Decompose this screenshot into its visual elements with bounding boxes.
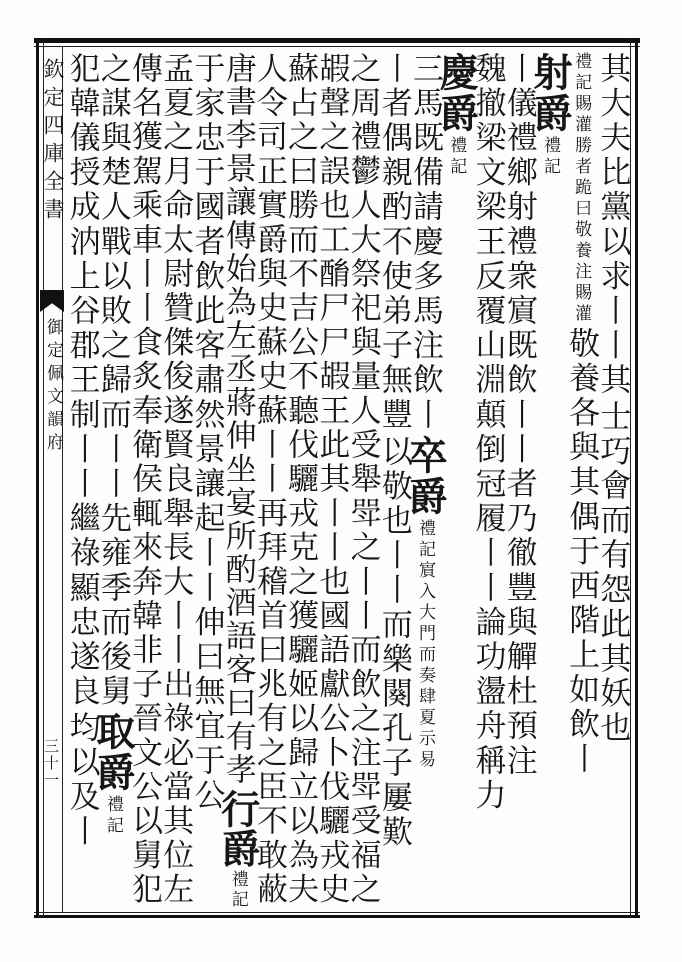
column-text: 人令司正實爵與史蘇史蘇丨丨再拜稽首曰兆有之臣不敢蔽 <box>250 52 287 907</box>
column-text: 之周禮鬱人大祭祀與量人受舉斝之丨丨而飲之注斝受福之 <box>344 52 381 907</box>
source-citation: 禮記 <box>539 136 560 178</box>
source-citation: 禮記 <box>227 870 248 911</box>
text-column <box>89 52 136 912</box>
entry-headword: 慶爵 <box>433 52 480 134</box>
column-text: 丨者偶親酌不使弟子無豐 <box>375 52 412 433</box>
frame-top-border <box>34 38 640 47</box>
column-text: 士巧會而有怨此其妖也 <box>594 400 631 746</box>
text-column <box>526 52 573 912</box>
text-column <box>158 52 192 912</box>
text-column <box>65 52 99 912</box>
text-column <box>402 52 449 912</box>
text-column <box>190 52 224 912</box>
column-text: 均以及丨 <box>63 711 100 850</box>
column-text: 之謀與楚人戰以敗之歸而丨丨先雍季而後舅 <box>94 52 131 710</box>
text-column <box>314 52 348 912</box>
column-text: 丨儀禮鄉射禮衆賔既飲丨丨者乃徹豐與觶杜預注 <box>500 52 537 779</box>
frame-right-border <box>630 38 638 918</box>
column-text: 傳名獲駕乘車丨丨食炙奉衛侯輒來奔韓非子晉文公以舅犯 <box>126 52 163 907</box>
text-column <box>595 52 629 912</box>
source-citation: 禮記 <box>102 795 123 838</box>
text-column <box>346 52 380 912</box>
text-column <box>471 52 505 912</box>
source-citation: 禮記賔入大門而奏肆夏示易 <box>415 518 436 771</box>
entry-headword: 射爵 <box>526 52 573 134</box>
text-column <box>252 52 286 912</box>
text-column <box>502 52 536 912</box>
column-text: 以敬也丨丨而樂闋孔子屢歎 <box>375 434 412 850</box>
column-text: 魏撤梁文梁王反覆山淵顛倒冠履丨丨論功盪舟稱力 <box>469 52 506 814</box>
text-column <box>214 52 261 912</box>
column-text: 唐書李景讓傳始為左丞蔣伸坐宴所酌酒語客曰有孝 <box>219 52 256 787</box>
column-text: 孟夏之月命太尉贊傑俊遂賢良舉長大丨丨出祿必當其位左 <box>157 52 194 907</box>
column-text: 于家忠于國者飲此客肅然景讓起丨丨伸曰無宜于公 <box>188 52 225 814</box>
column-text: 嘏聲之誤也工酳尸尸嘏王此其丨丨也國語獻公卜伐驪戎史 <box>313 52 350 907</box>
text-column <box>564 52 598 912</box>
entry-headword: 行爵 <box>214 788 261 869</box>
page-number: 三十一 <box>42 738 60 789</box>
entry-headword: 卒爵 <box>402 434 449 517</box>
source-citation: 禮記 <box>446 136 467 178</box>
entry-headword: 取爵 <box>89 711 136 794</box>
collection-title: 欽定四庫全書 <box>41 58 65 226</box>
column-text: 其大夫比黨以求丨丨其 <box>594 52 631 398</box>
column-text: 蘇占之曰勝而不吉公不聽伐驪戎克之獲驪姬以歸立以為夫 <box>282 52 319 907</box>
source-citation: 禮記賜灌勝者跪曰敬養注賜灌 <box>571 52 592 325</box>
column-text: 三馬既備請慶多馬注飲丨 <box>407 52 444 433</box>
frame-bottom-border <box>34 912 640 918</box>
column-text: 犯韓儀授成汭上谷郡王制丨丨繼祿顯忠遂良 <box>63 52 100 710</box>
text-column <box>377 52 411 912</box>
text-column <box>283 52 317 912</box>
book-title: 御定佩文韻府 <box>43 318 63 456</box>
column-text: 敬養各與其偶于西階上如飲丨 <box>563 327 600 777</box>
